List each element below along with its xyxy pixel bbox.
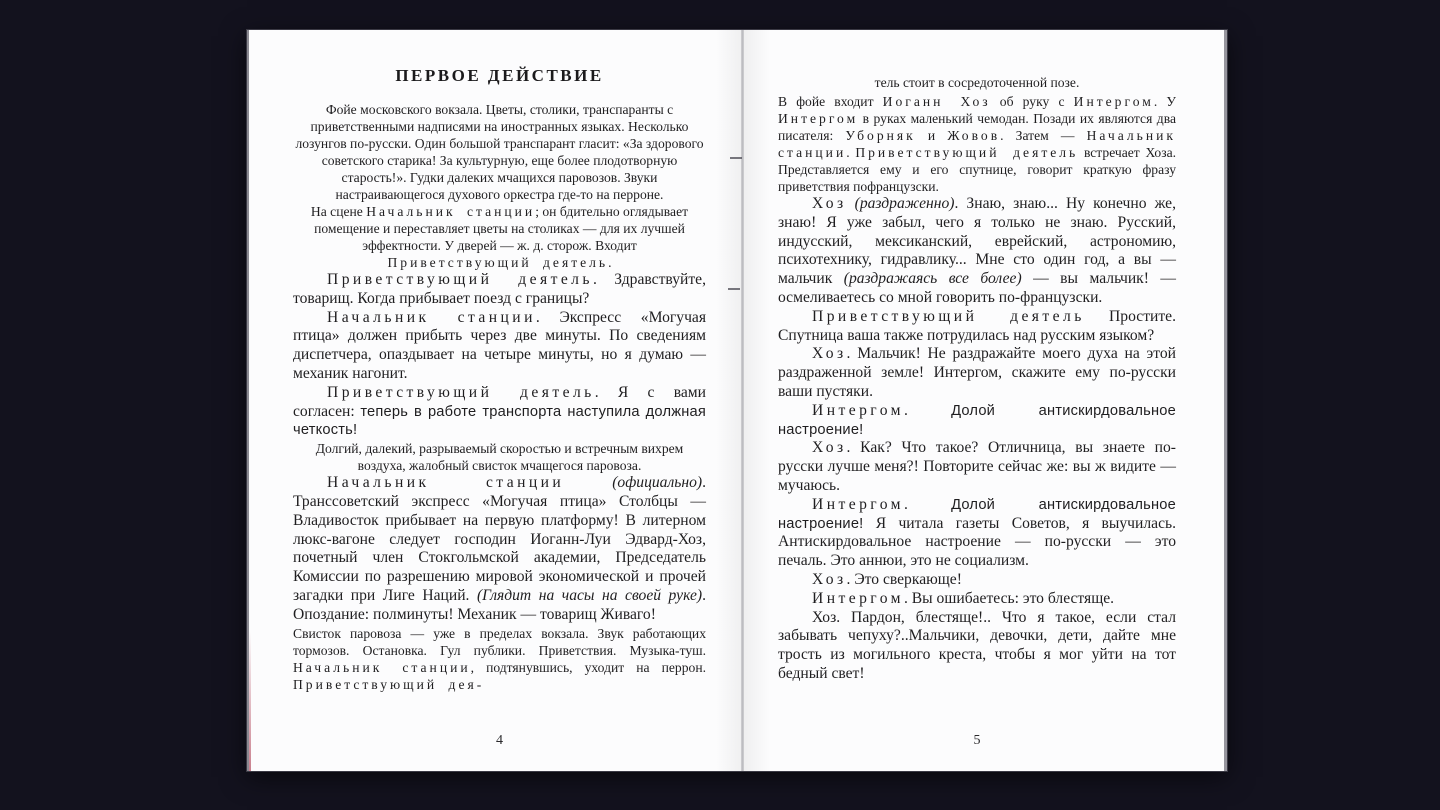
text-segment: Начальник станции (327, 308, 536, 326)
text-segment: встречает Хоза. Представляется ему и его спутнице, говорит краткую фразу приветствия пофранцузски. (778, 145, 1176, 194)
text-segment: . Опоздание: полминуты! Механик — товарищ Живаго! (293, 586, 707, 623)
dialogue-line (778, 496, 1176, 571)
text-segment: Приветствующий деятель (327, 271, 593, 288)
right-page-text-blocks (778, 74, 1176, 684)
dialogue-line (293, 384, 706, 440)
text-segment: в руках маленький чемодан. Позади их являются два писателя: (778, 111, 1176, 143)
text-segment: Простите. Спутница ваша также потрудилась над русским языком? (778, 307, 1177, 344)
text-segment: . Я с вами согласен: (293, 383, 706, 420)
gutter-mark-1 (730, 157, 742, 159)
text-segment: Приветствующий дея- (293, 676, 485, 692)
text-segment: Интергом (812, 495, 904, 513)
gutter-mark-2 (728, 288, 740, 290)
text-segment: Я читала газеты Советов, я выучилась. Антискирдовальное настроение — по-русски — это печаль. Это аннюи, это не социализм. (778, 514, 1176, 570)
text-segment: На сцене (310, 204, 367, 219)
stage-direction (293, 625, 706, 693)
act-title: ПЕРВОЕ ДЕЙСТВИЕ (395, 66, 604, 85)
text-segment: Долгий, далекий, разрываемый скоростью и встречным вихрем воздуха, жалобный свисток мчащегося паровоза. (315, 441, 684, 474)
text-segment: . (846, 145, 856, 160)
text-segment: (официально) (612, 474, 703, 492)
dialogue-line (293, 271, 706, 309)
text-segment: и (915, 128, 948, 143)
text-segment: Свисток паровоза — уже в пределах вокзала. Звук работающих тормозов. Остановка. Гул публики. Приветствия. Музыка-туш. (293, 625, 706, 658)
text-segment: . (903, 495, 952, 513)
dialogue-line (778, 402, 1176, 440)
text-segment: . Мальчик! Не раздражайте моего духа на этой раздраженной земле! Интергом, скажите ему по-русски ваши пустяки. (778, 345, 1176, 400)
stage-direction (293, 203, 706, 271)
left-page-text-blocks (293, 101, 706, 693)
page-number-left: 4 (496, 733, 503, 748)
text-segment: Долой антискирдовальное настроение! (778, 496, 1176, 532)
text-segment: Начальник станции (366, 204, 536, 219)
text-segment: Интергом (1073, 94, 1154, 109)
text-segment (564, 474, 612, 491)
text-segment: Интергом (812, 401, 904, 419)
dialogue-line (293, 474, 706, 624)
right-page (744, 30, 1227, 771)
text-segment: Долой антискирдовальное настроение! (778, 402, 1176, 438)
text-segment: Приветствующий деятель (812, 307, 1085, 325)
stage-direction (778, 74, 1176, 91)
text-segment: Интергом (812, 589, 904, 607)
text-segment: Иоганн Хоз (882, 94, 991, 109)
text-segment: Фойе московского вокзала. Цветы, столики, транспаранты с приветственными надписями на иностранных языках. Несколько лозунгов по-русски. Один большой транспарант гласит: «За здорового советского старика! За культурную, еще более плодотворную старость!». Гудки далеких мчащихся паровозов. Звуки настраивающегося духового оркестра где-то на перроне. (295, 102, 704, 202)
text-segment (847, 195, 855, 212)
text-segment: . Транссоветский экспресс «Могучая птица» Столбцы — Владивосток прибывает на первую платформу! В литерном люкс-вагоне следует господин Иоганн-Луи Эдвард-Хоз, почетный член Стокгольмской академии, Председатель Комиссии по разрешению мировой экономической и прочей загадки при Лиге Наций. (293, 474, 706, 604)
text-segment: (раздражаясь все более) (843, 270, 1022, 288)
text-segment: Хоз (812, 570, 847, 588)
text-segment: . (608, 255, 612, 270)
text-segment: Жовов (947, 128, 1001, 143)
text-segment: Начальник станции (778, 128, 1176, 160)
dialogue-line (778, 195, 1176, 308)
text-segment: Начальник станции (293, 659, 471, 675)
text-segment: тель стоит в сосредоточенной позе. (874, 75, 1080, 90)
left-page (247, 30, 742, 771)
text-segment: . Как? Что такое? Отличница, вы знаете по-русски лучше меня?! Повторите сейчас же: вы ж видите — мучаюсь. (778, 439, 1176, 494)
text-segment: . Здравствуйте, товарищ. Когда прибывает поезд с границы? (293, 271, 706, 307)
text-segment: , подтянувшись, уходит на перрон. (470, 659, 706, 675)
text-segment: Уборняк (845, 128, 916, 143)
text-segment: Приветствующий деятель (387, 255, 609, 270)
book-spread (247, 30, 1227, 771)
dialogue-line (778, 590, 1176, 609)
text-segment: Хоз. Пардон, блестяще!.. Что я такое, если стал забывать чепуху?..Мальчики, девочки, дети, дайте мне трость из могильного креста, чтобы я мог уйти на тот бедный свет! (778, 608, 1176, 682)
text-segment: ; он бдительно оглядывает помещение и переставляет цветы на столиках — для их лучшей эффектности. У дверей — ж. д. сторож. Входит (314, 204, 689, 253)
text-segment: Хоз (812, 439, 847, 457)
stage-direction (293, 101, 706, 203)
text-segment: . Это сверкающе! (846, 570, 962, 588)
text-segment: об руку с (990, 94, 1074, 109)
text-segment: Приветствующий деятель (855, 145, 1079, 160)
text-segment: (Глядит на часы на своей руке) (476, 586, 703, 604)
page-number-right: 5 (973, 733, 981, 748)
dialogue-line (778, 345, 1176, 401)
text-segment: . Затем — (1000, 128, 1087, 143)
text-segment: Хоз (812, 195, 847, 212)
text-segment: . (903, 401, 952, 419)
dialogue-line (778, 609, 1176, 684)
text-segment: . У (1153, 94, 1177, 109)
dialogue-line (293, 309, 706, 384)
text-segment: В фойе входит (778, 94, 883, 109)
dialogue-line (778, 308, 1176, 346)
stage-direction (778, 93, 1176, 195)
text-segment: Интергом (778, 111, 859, 126)
text-segment: . Знаю, знаю... Ну конечно же, знаю! Я уже забыл, чего я только не знаю. Русский, индусский, мексиканский, еврейский, астрономию, психотехнику, гидравлику... Мне сто один год, а вы — мальчик (778, 195, 1176, 288)
text-segment: теперь в работе транспорта наступила должная четкость! (293, 403, 706, 439)
text-segment: — вы мальчик! — осмеливаетесь со мной говорить по-французски. (778, 270, 1176, 306)
text-segment: Начальник станции (327, 474, 565, 492)
dialogue-line (778, 439, 1176, 495)
text-segment: (раздраженно) (854, 195, 955, 212)
text-segment: Хоз (812, 345, 847, 363)
dialogue-line (778, 571, 1176, 590)
text-segment: . Экспресс «Могучая птица» должен прибыть через две минуты. По сведениям диспетчера, опаздывает на четыре минуты, но я думаю — механик нагонит. (293, 308, 707, 382)
text-segment: Приветствующий деятель (327, 383, 595, 401)
text-segment: . Вы ошибаетесь: это блестяще. (903, 589, 1115, 607)
stage-direction (293, 440, 706, 474)
